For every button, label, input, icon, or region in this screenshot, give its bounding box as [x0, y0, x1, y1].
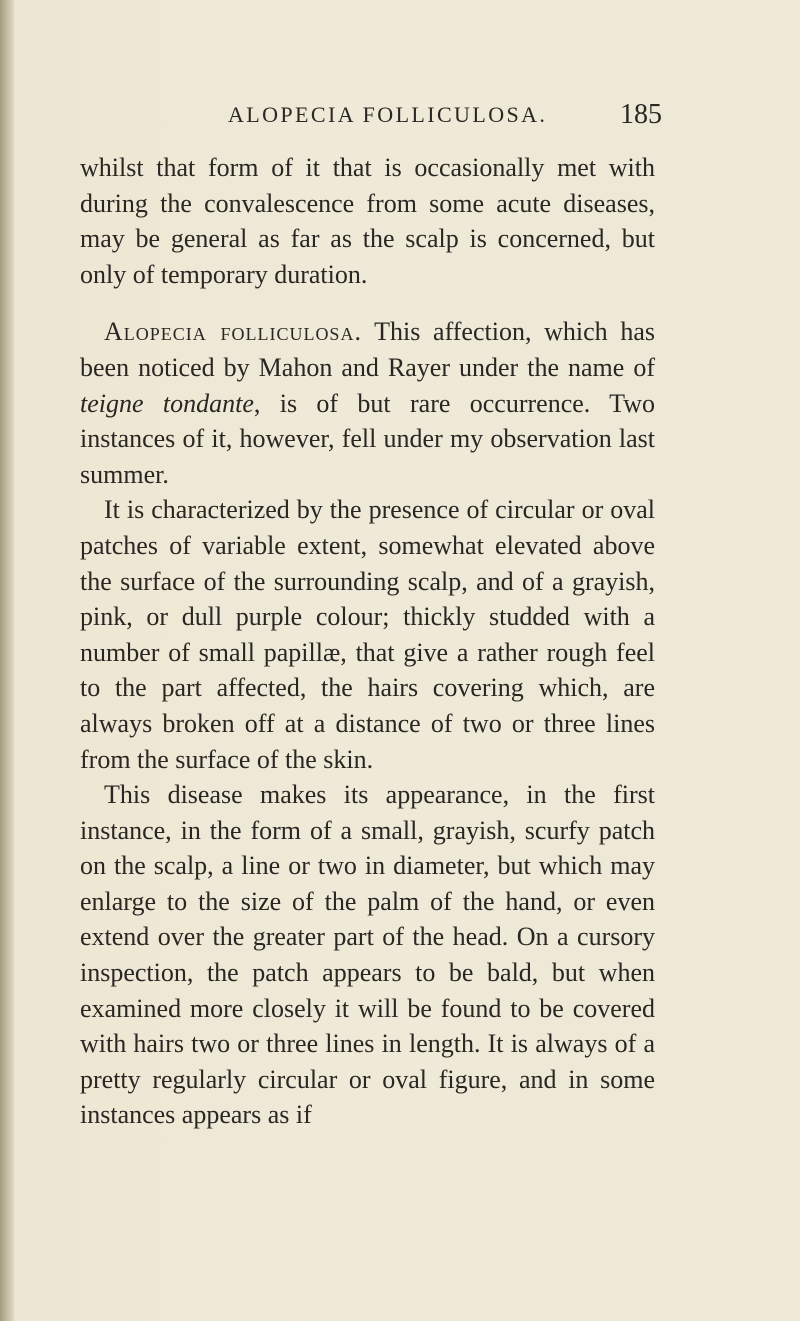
- paragraph-characterization: It is characterized by the presence of circular or oval patches of variable extent, somewhat elevated above the surface of the surrounding scalp, and of a grayish, pink, or dull purple colour; thickly studded with a number of small papillæ, that give a rather rough feel to the part affected, the hairs covering which, are always broken off at a distance of two or three lines from the surface of the skin.: [80, 495, 655, 774]
- page-spine-shadow: [0, 0, 14, 1321]
- paragraph-disease-course: This disease makes its appearance, in the first instance, in the form of a small, grayish, scurfy patch on the scalp, a line or two in diameter, but which may enlarge to the size of the palm of the hand, or even extend over the greater part of the head. On a cursory inspection, the patch appears to be bald, but when examined more closely it will be found to be covered with hairs two or three lines in length. It is always of a pretty regularly circular or oval figure, and in some instances appears as if: [80, 780, 655, 1130]
- page-number: 185: [620, 99, 662, 130]
- paragraph-continuation: whilst that form of it that is occasionally met with during the convalescence from some acute diseases, may be general as far as the scalp is concerned, but only of temporary duration.: [80, 153, 655, 289]
- page-header: [0, 97, 800, 133]
- body-text: [80, 150, 655, 1133]
- term-italic: teigne tondante: [80, 388, 254, 418]
- paragraph-text: , is of but rare occurrence. Two instances of it, however, fell under my observation last summer.: [80, 388, 656, 489]
- section-heading: Alopecia folliculosa.: [104, 317, 362, 347]
- running-title: ALOPECIA FOLLICULOSA.: [228, 102, 548, 127]
- paragraph-text: This affection, which has been noticed by Mahon and Rayer under the name of: [80, 317, 655, 382]
- paragraph-alopecia-folliculosa: [80, 314, 655, 492]
